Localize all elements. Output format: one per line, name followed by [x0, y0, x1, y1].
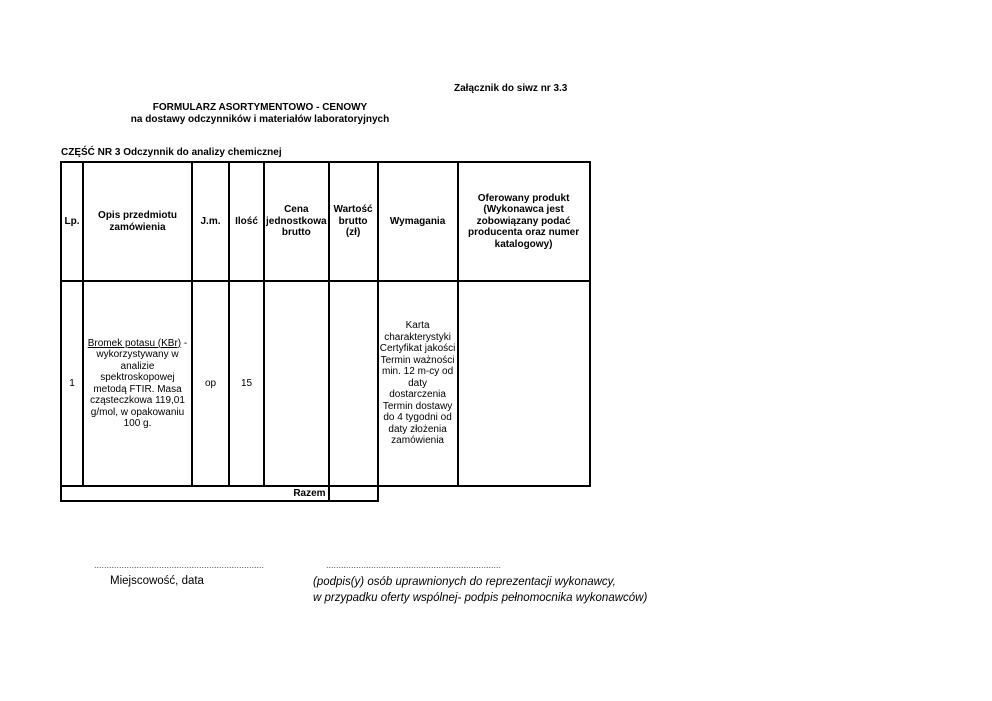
sum-row [61, 486, 590, 501]
sum-value[interactable] [329, 486, 378, 501]
cell-unit: op [192, 281, 229, 486]
header-description: Opis przedmiotu zamówienia [83, 162, 192, 281]
header-offered-product: Oferowany produkt (Wykonawca jest zobowiązany podać producenta oraz numer katalogowy) [458, 162, 590, 281]
form-title [100, 102, 420, 126]
place-date-dotted-line: .................................................................... [94, 560, 265, 570]
cell-unit-price[interactable] [264, 281, 329, 486]
cell-value[interactable] [329, 281, 378, 486]
cell-description [83, 281, 192, 486]
sum-label: Razem [61, 486, 329, 501]
form-title-main: FORMULARZ ASORTYMENTOWO - CENOWY [152, 102, 368, 113]
cell-lp: 1 [61, 281, 83, 486]
header-value: Wartość brutto (zł) [329, 162, 378, 281]
signature-caption-line1: (podpis(y) osób uprawnionych do reprezentacji wykonawcy, [313, 576, 616, 588]
table-header-row [61, 162, 590, 281]
signature-caption-line2: w przypadku oferty wspólnej- podpis pełnomocnika wykonawców) [313, 592, 648, 604]
header-unit: J.m. [192, 162, 229, 281]
header-quantity: Ilość [229, 162, 264, 281]
header-unit-price: Cena jednostkowa brutto [264, 162, 329, 281]
cell-offered-product[interactable] [458, 281, 590, 486]
signature-caption [313, 574, 647, 606]
product-description: - wykorzystywany w analizie spektroskopowej metodą FTIR. Masa cząsteczkowa 119,01 g/mol, w opakowaniu 100 g. [90, 337, 188, 429]
part-heading: CZĘŚĆ NR 3 Odczynnik do analizy chemicznej [61, 147, 282, 158]
annex-label: Załącznik do siwz nr 3.3 [454, 83, 568, 94]
cell-requirements: Karta charakterystyki Certyfikat jakości Termin ważności min. 12 m-cy od daty dostarczenia Termin dostawy do 4 tygodni od daty złożenia zamówienia [378, 281, 458, 486]
place-date-label: Miejscowość, data [110, 575, 204, 587]
header-requirements: Wymagania [378, 162, 458, 281]
sum-empty [378, 486, 590, 501]
table-row [61, 281, 590, 486]
price-table [60, 161, 591, 502]
form-title-sub: na dostawy odczynników i materiałów laboratoryjnych [130, 114, 390, 125]
product-name: Bromek potasu (KBr) [87, 337, 182, 349]
header-lp: Lp. [61, 162, 83, 281]
cell-quantity: 15 [229, 281, 264, 486]
signature-dotted-line: ...................................................................... [326, 560, 502, 570]
